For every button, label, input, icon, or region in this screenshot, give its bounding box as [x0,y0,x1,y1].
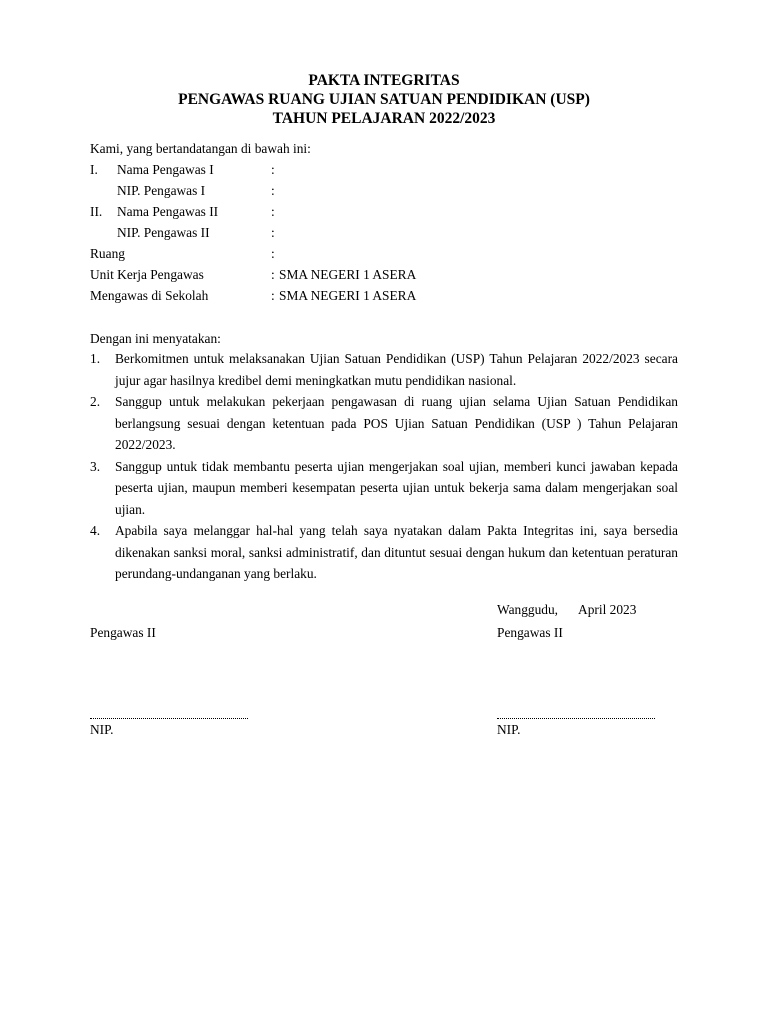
field-label: NIP. Pengawas II [117,225,210,240]
field-value: SMA NEGERI 1 ASERA [279,288,417,303]
field-number: II. [90,204,103,219]
signature-place-date [497,602,636,618]
title-line-3: TAHUN PELAJARAN 2022/2023 [272,110,496,127]
field-colon: : [271,225,275,240]
field-colon: : [271,162,275,177]
field-label: NIP. Pengawas I [117,183,206,198]
declaration-text: Sanggup untuk tidak membantu peserta ujian mengerjakan soal ujian, memberi kunci jawaban kepada peserta ujian, maupun memberi kesempatan peserta ujian untuk bekerja sama dalam mengerjakan soal ujian. [115,458,678,517]
field-row-mengawas-sekolah [90,288,690,309]
signature-left-label: Pengawas II [90,625,156,640]
field-number: I. [90,162,98,177]
field-colon: : [271,204,275,219]
identity-fields [90,162,690,309]
declaration-item [90,456,678,521]
field-label: Mengawas di Sekolah [90,288,209,303]
field-colon: : [271,267,275,282]
field-label: Ruang [90,246,125,261]
declaration-item [90,348,678,391]
field-row-ruang [90,246,690,267]
declaration-number: 1. [90,351,101,366]
field-row-nip-pengawas-1 [90,183,690,204]
declaration-number: 4. [90,523,101,538]
field-row-nip-pengawas-2 [90,225,690,246]
field-label: Nama Pengawas II [117,204,219,219]
field-label: Unit Kerja Pengawas [90,267,204,282]
declaration-item [90,520,678,585]
signature-date: April 2023 [578,602,637,617]
title-line-1: PAKTA INTEGRITAS [308,72,460,89]
signature-right-label: Pengawas II [497,625,563,640]
document-title [0,71,768,128]
signature-place: Wanggudu, [497,602,559,617]
field-value: SMA NEGERI 1 ASERA [279,267,417,282]
field-colon: : [271,288,275,303]
declaration-item [90,391,678,456]
field-colon: : [271,246,275,261]
declaration-number: 2. [90,394,101,409]
signature-line-left [90,706,248,719]
declaration-text: Apabila saya melanggar hal-hal yang telah saya nyatakan dalam Pakta Integritas ini, saya bersedia dikenakan sanksi moral, sanksi administratif, dan dituntut sesuai dengan hukum dan ketentuan peraturan perundang-undanganan yang berlaku. [115,523,678,581]
field-row-unit-kerja [90,267,690,288]
field-row-nama-pengawas-1 [90,162,690,183]
field-colon: : [271,183,275,198]
declaration-intro: Dengan ini menyatakan: [90,331,221,346]
declaration-text: Berkomitmen untuk melaksanakan Ujian Satuan Pendidikan (USP) Tahun Pelajaran 2022/2023 secara jujur agar hasilnya kredibel demi meningkatkan mutu pendidikan nasional. [115,351,678,388]
field-row-nama-pengawas-2 [90,204,690,225]
signature-line-right [497,706,655,719]
intro-text: Kami, yang bertandatangan di bawah ini: [90,141,311,156]
declaration-text: Sanggup untuk melakukan pekerjaan pengawasan di ruang ujian selama Ujian Satuan Pendidikan berlangsung sesuai dengan ketentuan pada POS Ujian Satuan Pendidikan (USP ) Tahun Pelajaran 2022/2023. [115,394,678,452]
nip-left: NIP. [90,722,114,737]
nip-right: NIP. [497,722,521,737]
title-line-2: PENGAWAS RUANG UJIAN SATUAN PENDIDIKAN (USP) [178,91,590,108]
field-label: Nama Pengawas I [117,162,214,177]
declaration-number: 3. [90,458,101,474]
declaration-list [90,348,678,585]
